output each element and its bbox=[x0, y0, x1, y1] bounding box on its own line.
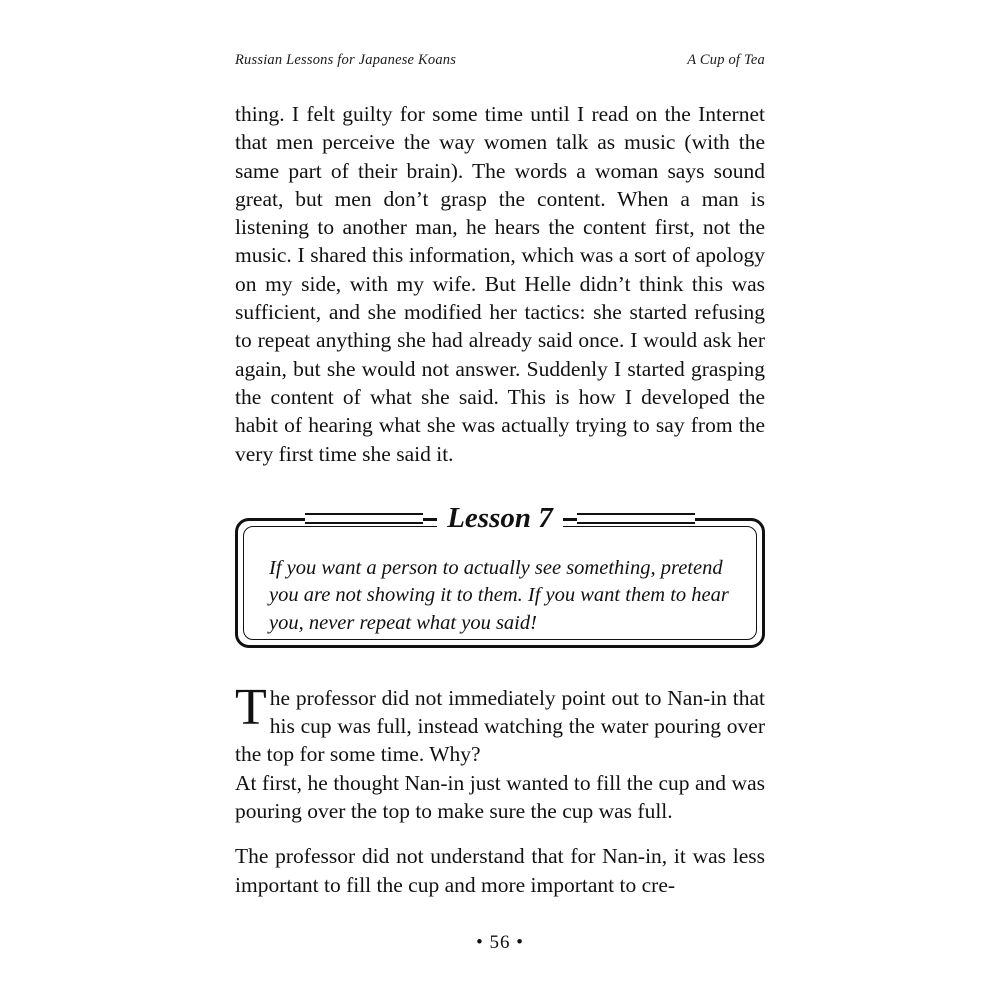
running-head-right: A Cup of Tea bbox=[687, 52, 765, 68]
page-number: • 56 • bbox=[476, 932, 524, 953]
paragraph-with-dropcap bbox=[235, 678, 765, 769]
paragraph-with-dropcap-text: he professor did not immediately point out to Nan-in that his cup was full, instead watching the water pouring over the top for some time. Why? bbox=[235, 685, 765, 767]
double-rule-left-icon bbox=[305, 513, 423, 524]
double-rule-right-icon bbox=[577, 513, 695, 524]
lesson-title-row bbox=[235, 498, 765, 540]
lesson-title: Lesson 7 bbox=[437, 504, 563, 533]
text-column bbox=[235, 100, 765, 899]
lesson-text: If you want a person to actually see something, pretend you are not showing it to them. If you want them to hear you, never repeat what you said! bbox=[269, 556, 729, 634]
lesson-callout bbox=[235, 498, 765, 650]
running-head-left: Russian Lessons for Japanese Koans bbox=[235, 52, 457, 68]
paragraph-continued: thing. I felt guilty for some time until I read on the Internet that men perceive the way women talk as music (with the same part of their brain). The words a woman says sound great, but men don’t grasp the content. When a man is listening to another man, he hears the content first, not the music. I shared this information, which was a sort of apology on my side, with my wife. But Helle didn’t think this was sufficient, and she modified her tactics: she started refusing to repeat anything she had already said once. I would ask her again, but she would not answer. Suddenly I started grasping the content of what she said. This is how I developed the habit of hearing what she was actually trying to say from the very first time she said it. bbox=[235, 102, 765, 466]
drop-cap: T bbox=[235, 678, 267, 736]
paragraph-at-first: At first, he thought Nan-in just wanted to fill the cup and was pouring over the top to make sure the cup was full. bbox=[235, 770, 765, 824]
paragraph-professor: The professor did not understand that for Nan-in, it was less important to fill the cup and more important to cre- bbox=[235, 844, 765, 897]
